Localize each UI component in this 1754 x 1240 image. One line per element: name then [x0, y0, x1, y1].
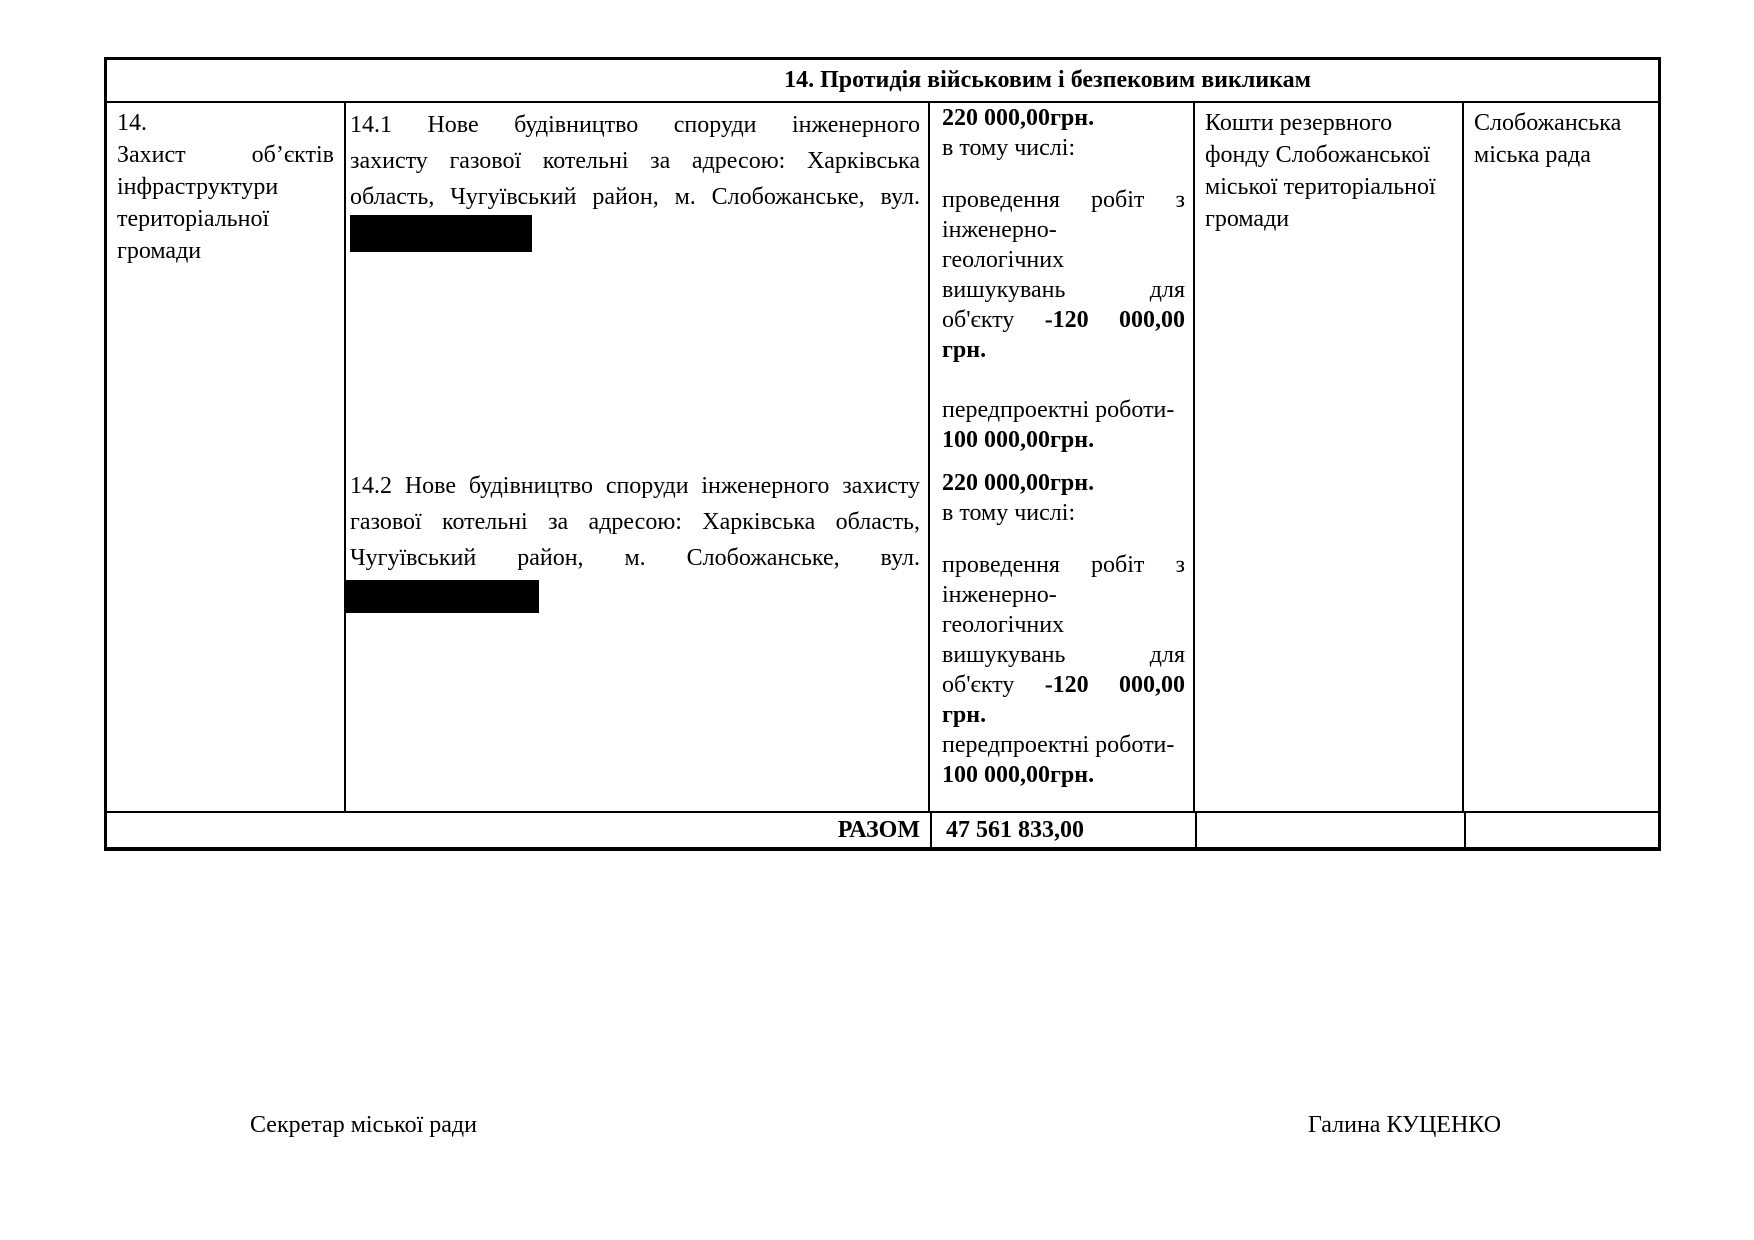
project-desc-line: захисту газової котельні за адресою: Харківська — [350, 148, 920, 174]
amount-including: в тому числі: — [942, 500, 1076, 526]
amount-work-line: геологічних — [942, 247, 1065, 273]
budget-table — [104, 57, 1661, 851]
amount-currency: грн. — [942, 337, 987, 363]
project-desc-line: газової котельні за адресою: Харківська область, — [350, 509, 920, 535]
amount-object-line: об'єкту -120 000,00 — [942, 307, 1186, 333]
cell-funding-source — [1195, 103, 1464, 811]
category-line: інфраструктури — [117, 174, 279, 200]
funding-line: міської територіальної — [1205, 174, 1436, 200]
funding-line: Кошти резервного — [1205, 110, 1393, 136]
table-row — [107, 103, 1658, 811]
signature-name: Галина КУЦЕНКО — [1308, 1112, 1502, 1138]
project-14-2-description — [350, 468, 920, 613]
responsible-line: міська рада — [1474, 142, 1591, 168]
section-header: 14. Протидія військовим і безпековим викликам — [107, 60, 1658, 103]
amount-predesign: передпроектні роботи- — [942, 397, 1175, 423]
project-desc-line: 14.1 Нове будівництво споруди інженерного — [350, 112, 920, 138]
amount-work-line: інженерно- — [942, 582, 1057, 608]
totals-label: РАЗОМ — [107, 813, 932, 847]
project-desc-line: 14.2 Нове будівництво споруди інженерного захисту — [350, 473, 920, 499]
redaction-box — [350, 215, 532, 252]
amount-work-line: інженерно- — [942, 217, 1057, 243]
project-desc-line: Чугуївський район, м. Слобожанське, вул. — [350, 545, 920, 571]
category-number: 14. — [117, 110, 147, 136]
amount-predesign-value: 100 000,00грн. — [942, 427, 1095, 453]
totals-row — [107, 811, 1658, 847]
amount-work-line: проведення робіт з — [942, 552, 1185, 578]
category-line: Захист об’єктів — [117, 142, 334, 168]
signature-role: Секретар міської ради — [250, 1112, 477, 1138]
amount-14-2 — [942, 468, 1185, 790]
amount-work-line: вишукувань для — [942, 642, 1185, 668]
amount-work-line: вишукувань для — [942, 277, 1185, 303]
totals-empty-cell — [1466, 813, 1658, 847]
spacer — [942, 528, 1185, 550]
amount-predesign: передпроектні роботи- — [942, 732, 1175, 758]
amount-total: 220 000,00грн. — [942, 105, 1095, 131]
cell-amounts — [930, 103, 1195, 811]
amount-work-line: геологічних — [942, 612, 1065, 638]
redaction-box — [346, 580, 539, 613]
spacer — [942, 163, 1185, 185]
project-14-1-description — [350, 107, 920, 252]
amount-total: 220 000,00грн. — [942, 470, 1095, 496]
cell-projects — [346, 103, 930, 811]
amount-including: в тому числі: — [942, 135, 1076, 161]
amount-14-1 — [942, 103, 1185, 455]
funding-line: фонду Слобожанської — [1205, 142, 1430, 168]
category-line: територіальної — [117, 206, 270, 232]
amount-work-line: проведення робіт з — [942, 187, 1185, 213]
amount-currency: грн. — [942, 702, 987, 728]
category-line: громади — [117, 238, 202, 264]
totals-empty-cell — [1197, 813, 1466, 847]
project-desc-line: область, Чугуївський район, м. Слобожанське, вул. — [350, 184, 920, 210]
amount-predesign-value: 100 000,00грн. — [942, 762, 1095, 788]
cell-responsible — [1464, 103, 1658, 811]
amount-object-line: об'єкту -120 000,00 — [942, 672, 1186, 698]
totals-value: 47 561 833,00 — [932, 813, 1197, 847]
responsible-line: Слобожанська — [1474, 110, 1622, 136]
funding-line: громади — [1205, 206, 1290, 232]
cell-category — [107, 103, 346, 811]
spacer — [942, 365, 1185, 395]
